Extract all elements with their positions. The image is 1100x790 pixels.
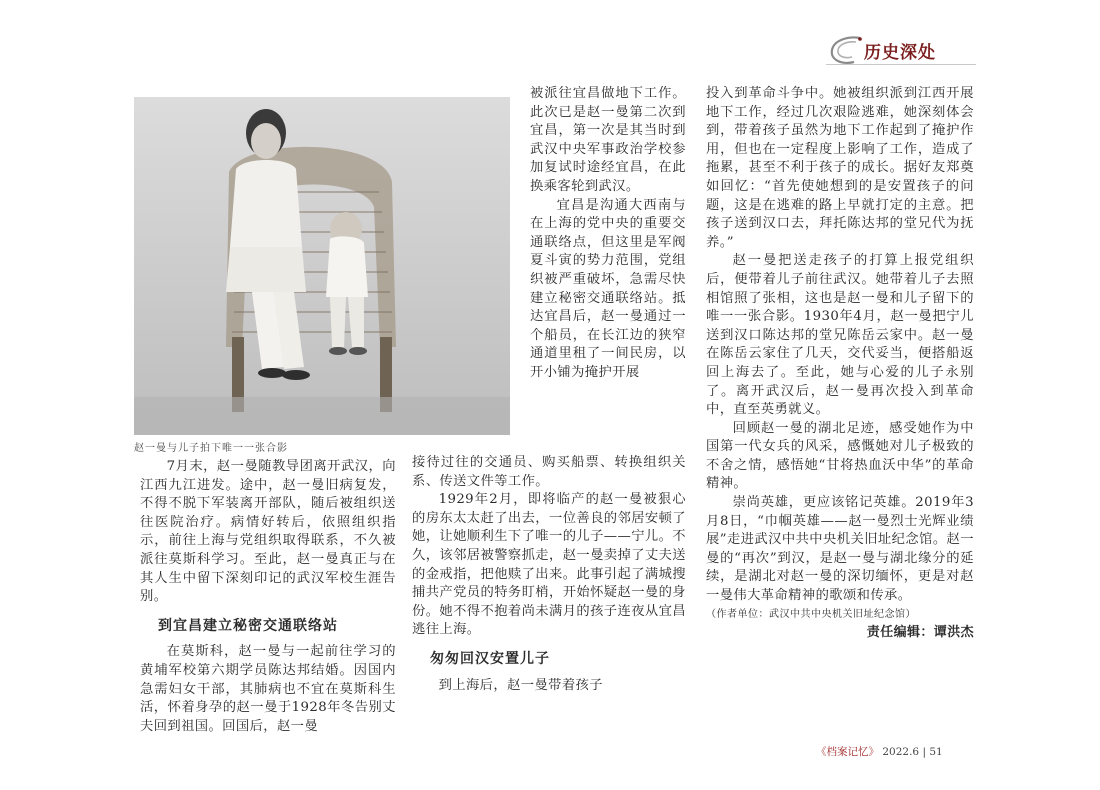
swirl-icon	[826, 34, 866, 66]
editor-credit: 责任编辑：谭洪杰	[866, 624, 974, 640]
paragraph: 崇尚英雄，更应该铭记英雄。2019年3月8日，“巾帼英雄——赵一曼烈士光辉业绩展”走进武汉中共中央机关旧址纪念馆。赵一曼的“再次”到汉，是赵一曼与湖北缘分的延续，是湖北对赵一曼的深切缅怀，更是对赵一曼伟大革命精神的歌颂和传承。	[706, 495, 974, 604]
subheading: 匆匆回汉安置儿子	[430, 650, 550, 667]
magazine-name: 《档案记忆》	[816, 746, 879, 758]
paragraph: 在莫斯科，赵一曼与一起前往学习的黄埔军校第六期学员陈达邦结婚。因国内急需妇女干部，其肺病也不宜在莫斯科生活，怀着身孕的赵一曼于1928年冬告别丈夫回到祖国。回国后，赵一曼	[140, 644, 396, 734]
header-divider	[826, 64, 976, 65]
issue-number: 2022.6	[882, 746, 920, 758]
page-footer	[816, 744, 976, 759]
photo-caption: 赵一曼与儿子拍下唯一一张合影	[134, 443, 288, 454]
section-badge	[826, 32, 972, 68]
paragraph: 7月末，赵一曼随教导团离开武汉，向江西九江进发。途中，赵一曼旧病复发，不得不脱下军装离开部队，随后被组织送往医院治疗。病情好转后，依照组织指示，前往上海与党组织取得联系，不久被派往莫斯科学习。至此，赵一曼真正与在其人生中留下深刻印记的武汉军校生涯告别。	[140, 459, 396, 605]
paragraph: 宜昌是沟通大西南与在上海的党中央的重要交通联络点，但这里是军阀夏斗寅的势力范围，党组织被严重破坏，急需尽快建立秘密交通联络站。抵达宜昌后，赵一曼通过一个船员，在长江边的狭窄通道里租了一间民房，以开小铺为掩护开展	[530, 197, 686, 380]
author-affiliation: （作者单位：武汉中共中央机关旧址纪念馆）	[706, 608, 916, 620]
text-column-2-bottom	[412, 454, 686, 695]
text-column-2-top	[530, 85, 686, 383]
paragraph: 接待过往的交通员、购买船票、转换组织关系、传送文件等工作。	[412, 455, 686, 489]
paragraph: 到上海后，赵一曼带着孩子	[438, 677, 603, 693]
historical-photo	[134, 97, 510, 435]
paragraph: 回顾赵一曼的湖北足迹，感受她作为中国第一代女兵的风采，感慨她对儿子极致的不舍之情，感悟她“甘将热血沃中华”的革命精神。	[706, 420, 974, 492]
text-column-3	[706, 85, 974, 642]
paragraph: 1929年2月，即将临产的赵一曼被狠心的房东太太赶了出去，一位善良的邻居安顿了她，让她顺利生下了唯一的儿子——宁儿。不久，该邻居被警察抓走，赵一曼卖掉了丈夫送的金戒指，把他赎了出来。此事引起了满城搜捕共产党员的特务盯梢，开始怀疑赵一曼的身份。她不得不抱着尚未满月的孩子连夜从宜昌逃往上海。	[412, 492, 686, 638]
footer-separator: |	[922, 746, 926, 758]
section-title: 历史深处	[864, 43, 936, 63]
paragraph: 被派往宜昌做地下工作。此次已是赵一曼第二次到宜昌，第一次是其当时到武汉中央军事政治学校参加复试时途经宜昌，在此换乘客轮到武汉。	[530, 86, 686, 194]
paragraph: 赵一曼把送走孩子的打算上报党组织后，便带着儿子前往武汉。她带着儿子去照相馆照了张相，这也是赵一曼和儿子留下的唯一一张合影。1930年4月，赵一曼把宁儿送到汉口陈达邦的堂兄陈岳云家中。赵一曼在陈岳云家住了几天，交代妥当，便搭船返回上海去了。至此，她与心爱的儿子永别了。离开武汉后，赵一曼再次投入到革命中，直至英勇就义。	[706, 253, 974, 418]
subheading: 到宜昌建立秘密交通联络站	[158, 617, 338, 634]
paragraph: 投入到革命斗争中。她被组织派到江西开展地下工作，经过几次艰险逃难，她深刻体会到，带着孩子虽然为地下工作起到了掩护作用，但也在一定程度上影响了工作，造成了拖累，甚至不利于孩子的成长。据好友郑奠如回忆：“首先使她想到的是安置孩子的问题，这是在逃难的路上早就打定的主意。把孩子送到汉口去，拜托陈达邦的堂兄代为抚养。”	[706, 86, 974, 250]
text-column-1	[140, 458, 396, 736]
page-number: 51	[929, 746, 943, 758]
